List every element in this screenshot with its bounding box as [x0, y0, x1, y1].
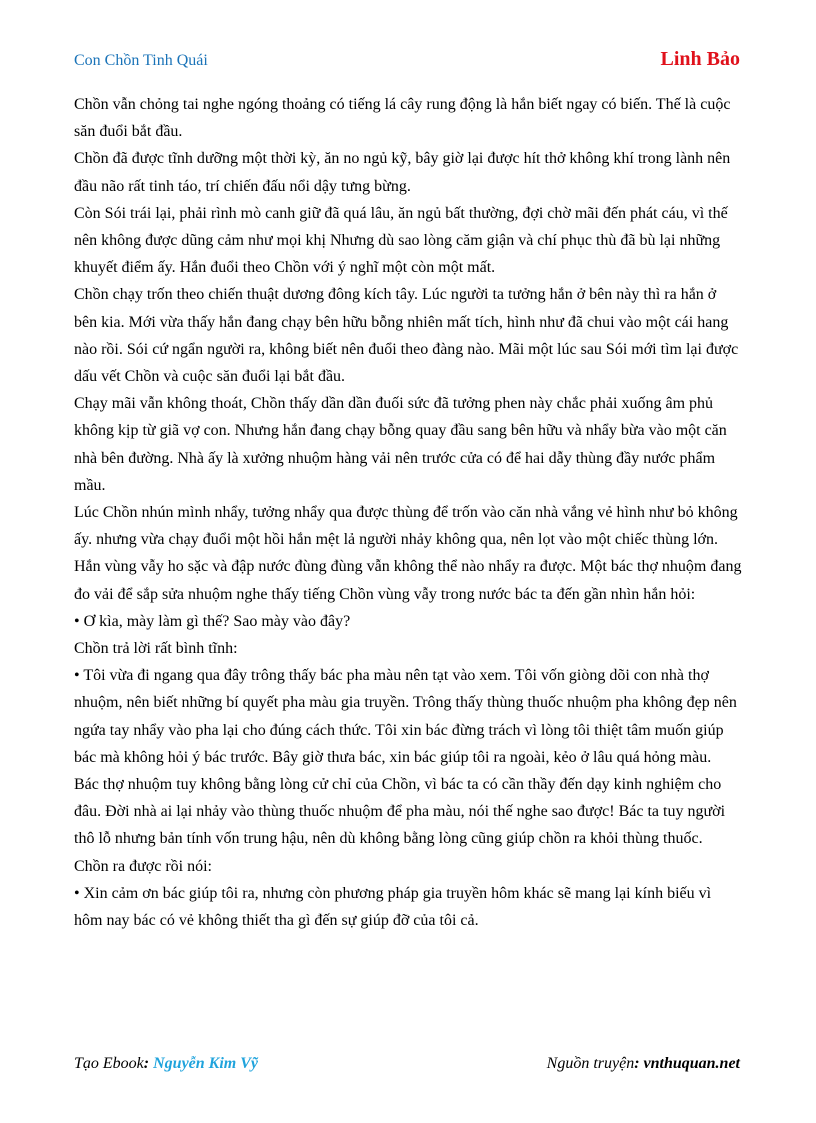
dialogue-line: • Ơ kìa, mày làm gì thế? Sao mày vào đây? — [74, 612, 351, 630]
paragraph: Chạy mãi vẫn không thoát, Chồn thấy dần dần đuối sức đã tưởng phen này chắc phải xuống âm phủ không kịp từ giã vợ con. Nhưng hắn đang chạy bỗng quay đầu sang bên hữu và nhẩy bừa vào một căn nhà bên đường. Nhà ấy là xưởng nhuộm hàng vải nên trước cửa có để hai dẫy thùng đầy nước phẩm mầu. — [74, 395, 727, 494]
paragraph: Chồn chạy trốn theo chiến thuật dương đông kích tây. Lúc người ta tưởng hắn ở bên này thì ra hắn ở bên kia. Mới vừa thấy hắn đang chạy bên hữu bỗng nhiên mất tích, hình như đã chui vào một cái hang nào rồi. Sói cứ ngẩn người ra, không biết nên đuổi theo đàng nào. Mãi một lúc sau Sói mới tìm lại được dấu vết Chồn và cuộc săn đuổi lại bắt đầu. — [74, 286, 739, 386]
author-name: Linh Bảo — [660, 48, 740, 70]
dialogue-line: • Tôi vừa đi ngang qua đây trông thấy bác pha màu nên tạt vào xem. Tôi vốn giòng dõi con nhà thợ nhuộm, nên biết những bí quyết pha màu gia truyền. Trông thấy thùng thuốc nhuộm pha không đẹp nên ngứa tay nhẩy vào pha lại cho đúng cách thức. Tôi xin bác đừng trách vì lòng tôi thiệt tâm muốn giúp bác mà không hỏi ý bác trước. Bây giờ thưa bác, xin bác giúp tôi ra ngoài, kẻo ở lâu quá hỏng màu. — [74, 667, 737, 766]
book-title: Con Chồn Tinh Quái — [74, 52, 208, 69]
paragraph: Lúc Chồn nhún mình nhẩy, tưởng nhẩy qua được thùng để trốn vào căn nhà vắng vẻ hình như bỏ không ấy. nhưng vừa chạy đuổi một hồi hắn mệt lả người nhảy không qua, nên lọt vào một chiếc thùng lớn. Hắn vùng vẫy ho sặc và đập nước đùng đùng vẫn không thể nào nhẩy ra được. Một bác thợ nhuộm đang đo vải để sắp sửa nhuộm nghe thấy tiếng Chồn vùng vẫy trong nước bác ta đến gần nhìn hắn hỏi: — [74, 504, 742, 603]
ebook-creator: Nguyễn Kim Vỹ — [153, 1055, 258, 1072]
source-site: vnthuquan.net — [643, 1055, 740, 1072]
source-credit: Nguồn truyện: vnthuquan.net — [546, 1055, 740, 1072]
paragraph: Bác thợ nhuộm tuy không bằng lòng cử chỉ của Chồn, vì bác ta có cần thầy đến dạy kinh nghiệm cho đâu. Đời nhà ai lại nhảy vào thùng thuốc nhuộm để pha màu, nói thế nghe sao được! Bác ta tuy người thô lỗ nhưng bản tính vốn trung hậu, nên dù không bằng lòng cũng giúp chồn ra khỏi thùng thuốc. — [74, 776, 726, 848]
source-label: Nguồn truyện — [546, 1055, 635, 1072]
ebook-label: Tạo Ebook — [74, 1055, 144, 1072]
ebook-credit: Tạo Ebook: Nguyễn Kim Vỹ — [74, 1055, 258, 1072]
paragraph: Chồn ra được rồi nói: — [74, 857, 212, 875]
page-header — [74, 48, 740, 78]
dialogue-line: • Xin cảm ơn bác giúp tôi ra, nhưng còn phương pháp gia truyền hôm khác sẽ mang lại kính biếu vì hôm nay bác có vẻ không thiết tha gì đến sự giúp đỡ của tôi cả. — [74, 884, 712, 930]
paragraph: Còn Sói trái lại, phải rình mò canh giữ đã quá lâu, ăn ngủ bất thường, đợi chờ mãi đến phát cáu, vì thế nên không được dũng cảm như mọi khị Nhưng dù sao lòng căm giận và chí phục thù đã bù lại những khuyết điểm ấy. Hắn đuổi theo Chồn với ý nghĩ một còn một mất. — [74, 204, 728, 277]
paragraph: Chồn vẫn chỏng tai nghe ngóng thoảng có tiếng lá cây rung động là hắn biết ngay có biến. Thế là cuộc săn đuổi bắt đầu. — [74, 96, 731, 141]
paragraph: Chồn trả lời rất bình tĩnh: — [74, 640, 238, 658]
page-footer — [74, 1055, 740, 1073]
paragraph: Chồn đã được tĩnh dưỡng một thời kỳ, ăn no ngủ kỹ, bây giờ lại được hít thở không khí trong lành nên đầu não rất tinh táo, trí chiến đấu nổi dậy tưng bừng. — [74, 150, 731, 195]
story-body — [74, 91, 742, 934]
